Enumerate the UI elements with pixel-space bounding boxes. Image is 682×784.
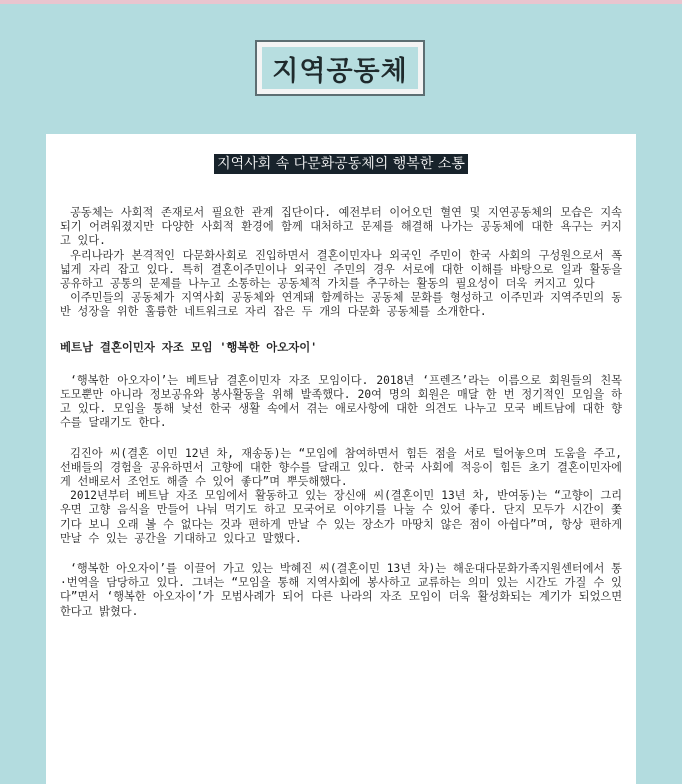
intro-paragraph-2: 우리나라가 본격적인 다문화사회로 진입하면서 결혼이민자나 외국인 주민이 한국 사회의 구성원으로서 폭넓게 자리 잡고 있다. 특히 결혼이주민이나 외국인 주민의 경우 서로에 대한 이해를 바탕으로 일과 활동을 공유하고 공통의 문제를 나누고 소통하는 공동체적 가치를 추구하는 활동의 필요성이 더욱 커지고 있다 xyxy=(60,248,622,291)
banner-title: 지역공동체 xyxy=(262,47,418,89)
article-title: 지역사회 속 다문화공동체의 행복한 소통 xyxy=(214,154,468,174)
section-heading: 베트남 결혼이민자 자조 모임 '행복한 아오자이' xyxy=(60,339,318,354)
article-title-wrap xyxy=(60,154,622,176)
section-paragraph-3: 2012년부터 베트남 자조 모임에서 활동하고 있는 장신애 씨(결혼이민 13년 차, 반여동)는 “고향이 그리우면 고향 음식을 만들어 나눠 먹기도 하고 모국어로 이야기를 나눌 수 있어 좋다. 단지 모두가 시간이 쫓기다 보니 오래 볼 수 없다는 것과 편하게 만날 수 있는 장소가 마땅치 않은 점이 아쉽다”며, 항상 편하게 만날 수 있는 공간을 기대하고 있다고 말했다. xyxy=(60,489,622,545)
article-sheet xyxy=(46,134,636,784)
intro-paragraph-1: 공동체는 사회적 존재로서 필요한 관계 집단이다. 예전부터 이어오던 혈연 및 지연공동체의 모습은 지속되기 어려워졌지만 다양한 사회적 환경에 함께 대처하고 문제를 해결해 나가는 공동체에 대한 욕구는 커지고 있다. xyxy=(60,206,622,248)
section-banner xyxy=(255,40,425,96)
section-paragraph-1: ‘행복한 아오자이’는 베트남 결혼이민자 자조 모임이다. 2018년 ‘프렌즈’라는 이름으로 회원들의 친목 도모뿐만 아니라 정보공유와 봉사활동을 위해 발족했다. 20여 명의 회원은 매달 한 번 정기적인 모임을 하고 있다. 모임을 통해 낯선 한국 생활 속에서 겪는 애로사항에 대한 의견도 나누고 모국 베트남에 대한 향수를 달래기도 한다. xyxy=(60,373,622,430)
intro-paragraph-3: 이주민들의 공동체가 지역사회 공동체와 연계돼 함께하는 공동체 문화를 형성하고 이주민과 지역주민의 동반 성장을 위한 훌륭한 네트워크로 자리 잡은 두 개의 다문화 공동체를 소개한다. xyxy=(60,291,622,319)
section-paragraph-4: ‘행복한 아오자이’를 이끌어 가고 있는 박혜진 씨(결혼이민 13년 차)는 해운대다문화가족지원센터에서 통·번역을 담당하고 있다. 그녀는 “모임을 통해 지역사회에 봉사하고 교류하는 의미 있는 시간도 가질 수 있다”면서 ‘행복한 아오자이’가 모범사례가 되어 다른 나라의 자조 모임이 더욱 활성화되는 계기가 되었으면 한다고 밝혔다. xyxy=(60,562,622,618)
section-paragraph-2: 김진아 씨(결혼 이민 12년 차, 재송동)는 “모임에 참여하면서 힘든 점을 서로 털어놓으며 도움을 주고, 선배들의 경험을 공유하면서 고향에 대한 향수를 달래고 있다. 한국 사회에 적응이 힘든 초기 결혼이민자에게 선배로서 조언도 해줄 수 있어 좋다”며 뿌듯해했다. xyxy=(60,446,622,489)
